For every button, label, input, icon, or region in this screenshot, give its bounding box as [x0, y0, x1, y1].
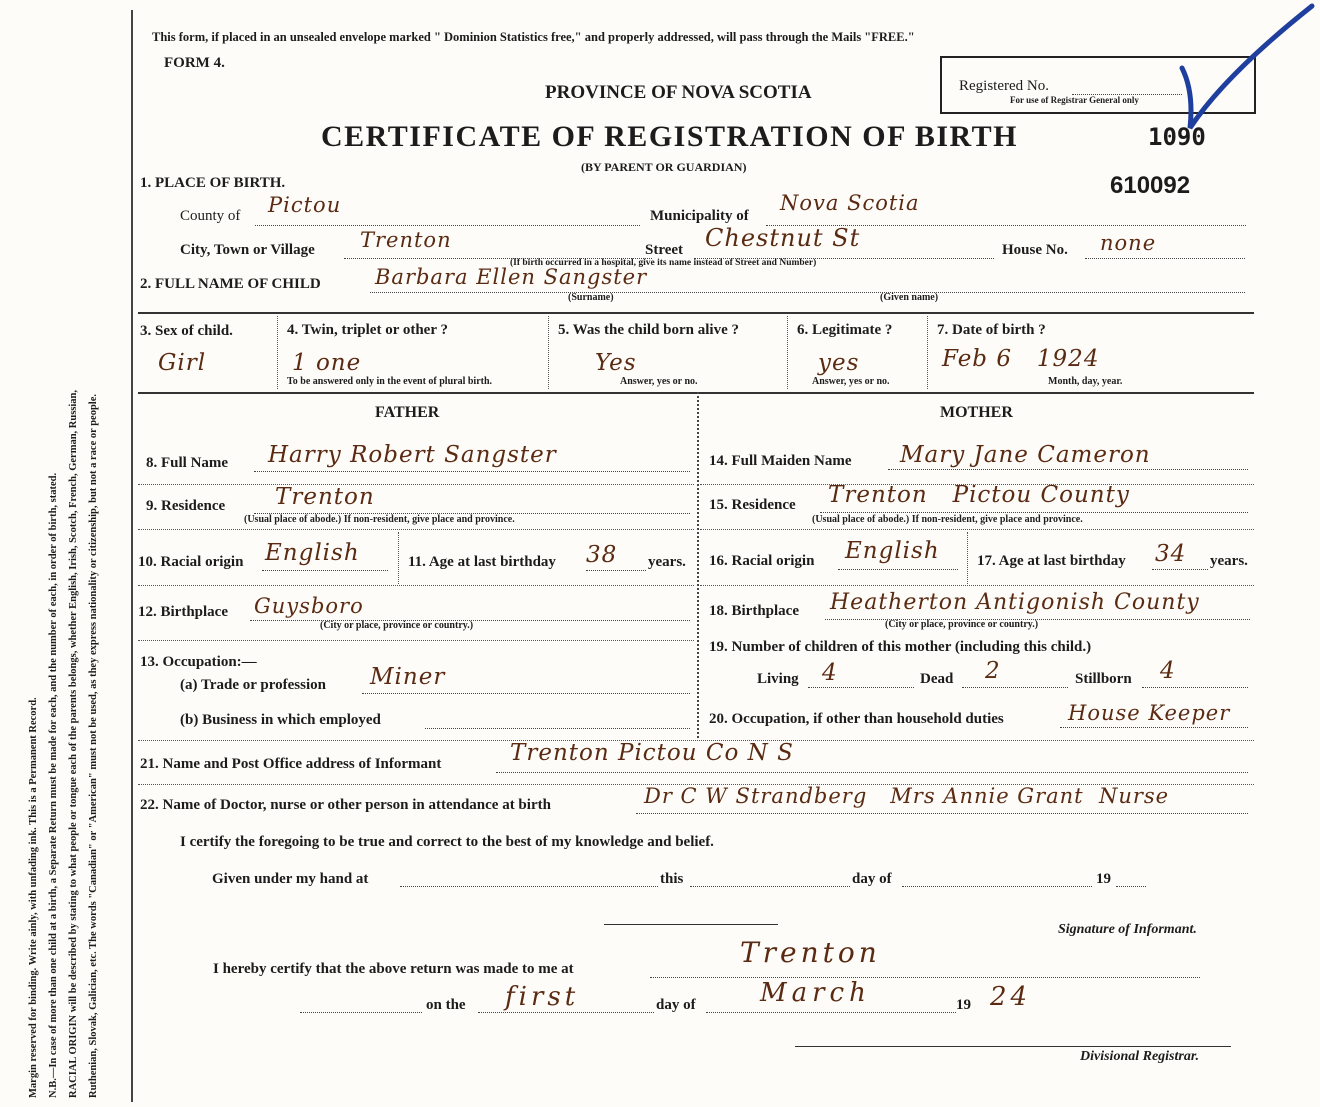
row-divider — [138, 392, 1254, 394]
month-value: March — [760, 978, 871, 1008]
informant-value: Trenton Pictou Co N S — [510, 740, 794, 766]
mother-birthplace-label: 18. Birthplace — [709, 603, 799, 619]
father-name-label: 8. Full Name — [146, 455, 229, 471]
q22-label: 22. Name of Doctor, nurse or other person in attendance at birth — [140, 797, 551, 813]
margin-divider — [131, 10, 133, 1102]
living-label: Living — [757, 671, 799, 687]
q2-label: 2. FULL NAME OF CHILD — [140, 276, 321, 292]
document-subtitle: (BY PARENT OR GUARDIAN) — [581, 160, 747, 174]
father-age-value: 38 — [586, 542, 618, 568]
year-value: 24 — [990, 982, 1032, 1012]
row-divider — [138, 312, 1254, 314]
on-the-label: on the — [426, 997, 466, 1013]
street-label: Street — [645, 242, 684, 258]
registrar-use-note: For use of Registrar General only — [1010, 95, 1139, 105]
trade-value: Miner — [370, 664, 446, 690]
attendant-value: Dr C W Strandberg Mrs Annie Grant Nurse — [644, 784, 1170, 808]
mother-age-value: 34 — [1155, 541, 1187, 567]
hospital-note: (If birth occurred in a hospital, give its name instead of Street and Number) — [510, 258, 817, 268]
certificate-number: 610092 — [1110, 172, 1191, 199]
business-label: (b) Business in which employed — [180, 712, 381, 728]
parents-column-divider — [697, 392, 699, 738]
year-prefix: 19 — [1096, 871, 1111, 887]
mother-occupation-label: 20. Occupation, if other than household duties — [709, 711, 1004, 727]
mother-race-value: English — [845, 538, 940, 564]
given-name-note: (Given name) — [880, 292, 939, 303]
mother-birthplace-value: Heatherton Antigonish County — [830, 590, 1200, 615]
county-label: County of — [180, 208, 241, 224]
margin-note-line: N.B.—In case of more than one child at a birth, a Separate Return must be made for each, and the number of each, in order of birth, stated. — [48, 472, 59, 1098]
q21-label: 21. Name and Post Office address of Informant — [140, 756, 442, 772]
mother-residence-label: 15. Residence — [709, 497, 796, 513]
living-value: 4 — [822, 660, 838, 686]
surname-note: (Surname) — [568, 292, 614, 303]
mother-heading: MOTHER — [940, 404, 1013, 421]
city-label: City, Town or Village — [180, 242, 315, 258]
mother-name-label: 14. Full Maiden Name — [709, 453, 852, 469]
day-of-label-2: day of — [656, 997, 696, 1013]
mother-name-value: Mary Jane Cameron — [900, 442, 1151, 468]
legitimate-note: Answer, yes or no. — [812, 376, 890, 387]
father-age-label: 11. Age at last birthday — [408, 554, 556, 570]
province-heading: PROVINCE OF NOVA SCOTIA — [545, 82, 812, 103]
father-birthplace-label: 12. Birthplace — [138, 604, 228, 620]
dob-value: Feb 6 1924 — [942, 346, 1100, 372]
year-label: 19 — [956, 997, 971, 1013]
father-race-value: English — [265, 540, 360, 566]
mother-birthplace-note: (City or place, province or country.) — [885, 619, 1039, 630]
street-value: Chestnut St — [705, 224, 861, 252]
trade-label: (a) Trade or profession — [180, 677, 326, 693]
check-mark-icon — [1170, 0, 1320, 140]
mother-age-label: 17. Age at last birthday — [977, 553, 1126, 569]
sex-value: Girl — [158, 350, 207, 376]
sex-label: 3. Sex of child. — [140, 323, 233, 339]
father-heading: FATHER — [375, 404, 440, 421]
registrar-label: Divisional Registrar. — [1080, 1049, 1200, 1064]
twin-label: 4. Twin, triplet or other ? — [287, 322, 448, 338]
father-birthplace-value: Guysboro — [254, 594, 364, 618]
stillborn-value: 4 — [1160, 658, 1176, 684]
informant-signature-label: Signature of Informant. — [1058, 922, 1197, 937]
child-name-value: Barbara Ellen Sangster — [375, 265, 648, 289]
father-residence-label: 9. Residence — [146, 498, 226, 514]
mailing-notice: This form, if placed in an unsealed envelope marked " Dominion Statistics free," and properly addressed, will pass through the Mails "FREE." — [152, 30, 915, 44]
father-birthplace-note: (City or place, province or country.) — [320, 620, 474, 631]
dob-label: 7. Date of birth ? — [937, 322, 1046, 338]
house-number-label: House No. — [1002, 242, 1068, 258]
mother-years-label: years. — [1210, 553, 1248, 569]
municipality-label: Municipality of — [650, 208, 749, 224]
margin-note — [0, 0, 128, 1107]
q1-label: 1. PLACE OF BIRTH. — [140, 175, 286, 191]
alive-note: Answer, yes or no. — [620, 376, 698, 387]
dob-note: Month, day, year. — [1048, 376, 1123, 387]
day-of-label: day of — [852, 871, 892, 887]
house-number-value: none — [1100, 231, 1157, 255]
hereby-place-value: Trenton — [740, 936, 881, 969]
father-years-label: years. — [648, 554, 686, 570]
registered-number-label: Registered No. — [959, 78, 1049, 94]
dead-value: 2 — [985, 658, 1001, 684]
father-name-value: Harry Robert Sangster — [268, 442, 557, 468]
alive-label: 5. Was the child born alive ? — [558, 322, 739, 338]
legitimate-value: yes — [818, 350, 860, 376]
margin-note-line: Ruthenian, Slovak, Galician, etc. The words "Canadian" or "American" must not be used, as they express nationality or citizenship, but not a race or people. — [88, 393, 99, 1098]
registrar-signature-line — [795, 1046, 1231, 1047]
children-count-label: 19. Number of children of this mother (including this child.) — [709, 639, 1092, 655]
margin-note-line: Margin reserved for binding. Write ainly, with unfading ink. This is a Permanent Record. — [28, 697, 39, 1098]
father-race-label: 10. Racial origin — [138, 554, 244, 570]
father-residence-note: (Usual place of abode.) If non-resident, give place and province. — [244, 514, 515, 525]
twin-value: 1 one — [292, 350, 362, 376]
this-label: this — [660, 871, 684, 887]
father-occupation-label: 13. Occupation:— — [140, 654, 257, 670]
signature-line — [604, 924, 778, 925]
margin-note-line: RACIAL ORIGIN will be described by stating to what people or tongue each of the parents belongs, whether English, Irish, Scotch, French, German, Russian, — [68, 389, 79, 1098]
form-number: FORM 4. — [164, 55, 225, 71]
mother-occupation-value: House Keeper — [1068, 701, 1231, 725]
alive-value: Yes — [595, 350, 637, 376]
twin-note: To be answered only in the event of plural birth. — [287, 376, 493, 387]
city-value: Trenton — [360, 228, 452, 252]
father-residence-value: Trenton — [275, 484, 375, 510]
legitimate-label: 6. Legitimate ? — [797, 322, 893, 338]
on-the-value: first — [505, 982, 580, 1012]
stamp-number: 1090 — [1148, 123, 1206, 151]
county-value: Pictou — [268, 193, 342, 217]
hereby-label: I hereby certify that the above return was made to me at — [213, 961, 574, 977]
mother-residence-note: (Usual place of abode.) If non-resident, give place and province. — [812, 514, 1083, 525]
certify-statement: I certify the foregoing to be true and correct to the best of my knowledge and belief. — [180, 834, 714, 850]
stillborn-label: Stillborn — [1075, 671, 1132, 687]
margin-note-text — [24, 8, 104, 1098]
mother-residence-value: Trenton Pictou County — [828, 482, 1130, 508]
municipality-value: Nova Scotia — [780, 191, 920, 215]
given-label: Given under my hand at — [212, 871, 369, 887]
document-title: CERTIFICATE OF REGISTRATION OF BIRTH — [321, 120, 1018, 153]
dead-label: Dead — [920, 671, 954, 687]
mother-race-label: 16. Racial origin — [709, 553, 815, 569]
